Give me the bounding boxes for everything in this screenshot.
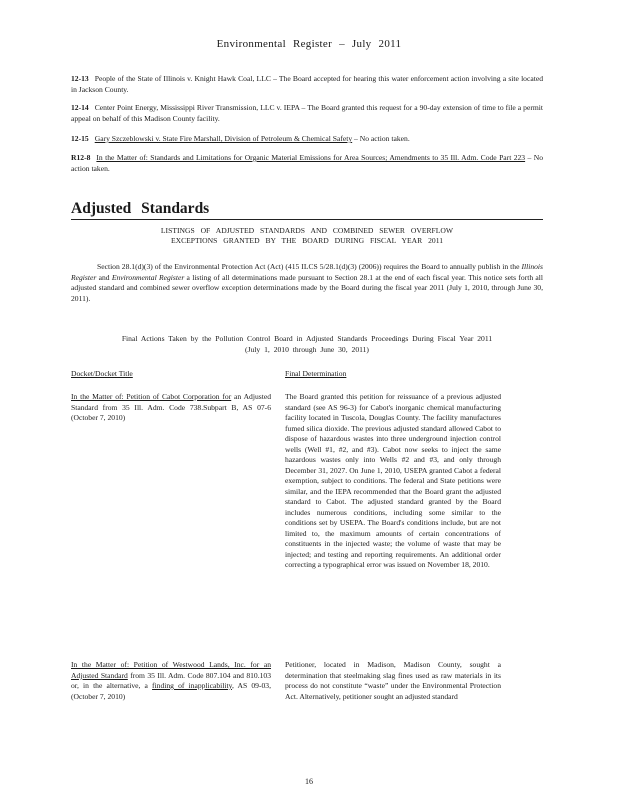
section-divider xyxy=(71,219,543,220)
docket-number: R12-8 xyxy=(71,153,91,162)
docket-title-cell xyxy=(71,660,271,702)
docket-number: 12-14 xyxy=(71,103,89,112)
intro-italic: Illinois Register xyxy=(71,262,543,282)
docket-title-rest: an Adjusted Standard from 35 Ill. Adm. Code 738.Subpart B, AS 07-6 (October 7, 2010) xyxy=(71,392,271,422)
intro-text: Section 28.1(d)(3) of the Environmental Protection Act (Act) (415 ILCS 5/28.1(d)(3) (2006)) requires the Board to annually publish in the xyxy=(97,262,522,271)
listings-heading xyxy=(71,226,543,246)
intro-italic: Environmental Register xyxy=(111,272,185,282)
docket-title-rest: from 35 Ill. Adm. Code 807.104 and 810.103 or, in the alternative, a xyxy=(71,670,271,690)
docket-number: 12-15 xyxy=(71,134,89,143)
docket-text: Center Point Energy, Mississippi River Transmission, LLC v. IEPA – The Board granted this request for a 90-day extension of time to file a permit appeal on behalf of this Madison County facility. xyxy=(71,103,543,123)
docket-title-cell xyxy=(71,392,271,424)
final-actions-heading xyxy=(71,334,543,355)
running-head: Environmental Register – July 2011 xyxy=(216,38,402,50)
docket-entry xyxy=(71,102,543,124)
docket-title: Gary Szczeblowski v. State Fire Marshall, Division of Petroleum & Chemical Safety xyxy=(94,134,353,143)
docket-title-underlined: finding of inapplicability xyxy=(152,681,232,690)
section-title: Adjusted Standards xyxy=(71,200,210,217)
docket-text: – No action taken. xyxy=(352,134,410,143)
determination-cell: Petitioner, located in Madison, Madison County, sought a determination that steelmaking slag fines used as raw materials in its process do not constitute “waste” under the Environmental Protection Act. Alternatively, petitioner sought an adjusted standard xyxy=(285,660,501,701)
docket-title-underlined: In the Matter of: Petition of Cabot Corporation for xyxy=(71,392,232,401)
docket-text: People of the State of Illinois v. Knight Hawk Coal, LLC – The Board accepted for hearing this water enforcement action involving a site located in Jackson County. xyxy=(71,74,543,94)
docket-title-rest: , AS 09-03, (October 7, 2010) xyxy=(71,681,271,701)
page-number: 16 xyxy=(305,777,313,786)
docket-title-underlined: In the Matter of: Petition of Westwood Lands, Inc. for an Adjusted Standard xyxy=(71,660,271,680)
intro-paragraph xyxy=(71,262,543,304)
docket-number: 12-13 xyxy=(71,74,89,83)
docket-entry xyxy=(71,133,543,144)
final-actions-line: (July 1, 2010 through June 30, 2011) xyxy=(245,344,369,354)
final-actions-line: Final Actions Taken by the Pollution Control Board in Adjusted Standards Proceedings During Fiscal Year 2011 xyxy=(121,334,493,343)
docket-text: – No action taken. xyxy=(71,153,543,173)
docket-entry xyxy=(71,152,543,174)
docket-entry xyxy=(71,73,543,95)
intro-text: a listing of all determinations made pursuant to Section 28.1 at the end of each fiscal year. This notice sets forth all adjusted standard and combined sewer overflow exception determinations made by the Board during the fiscal year 2011 (July 1, 2010, through June 30, 2011). xyxy=(71,272,543,303)
column-header-determination: Final Determination xyxy=(285,369,347,378)
listings-line: EXCEPTIONS GRANTED BY THE BOARD DURING FISCAL YEAR 2011 xyxy=(170,236,444,245)
determination-cell: The Board granted this petition for reissuance of a previous adjusted standard (see AS 96-3) for Cabot's inorganic chemical manufacturing facility located in Tuscola, Douglas County. The facility manufactures fumed silica dioxide. The previous adjusted standard allowed Cabot to dispose of hazardous wastes into three underground injection control wells (Well #1, #2, and #3). Cabot now seeks to inject the same hazardous wastes only into Wells #2 and #3, and only through December 31, 2027. On June 1, 2010, USEPA granted Cabot a federal exemption, subject to conditions. The federal and State petitions were similar, and the IEPA recommended that the Board grant the adjusted standard to Cabot. The adjusted standard granted by the Board includes numerous conditions, including some similar to the conditions set by USEPA. The Board's conditions include, but are not limited to, the maximum amounts of certain concentrations of constituents in the injected waste; the volume of waste that may be injected; and testing and reporting requirements. An additional order correcting a typographical error was issued on November 18, 2010. xyxy=(285,392,501,569)
intro-text: and xyxy=(96,272,112,282)
docket-title: In the Matter of: Standards and Limitations for Organic Material Emissions for Area Sources; Amendments to 35 Ill. Adm. Code Part 223 xyxy=(96,153,526,162)
listings-line: LISTINGS OF ADJUSTED STANDARDS AND COMBINED SEWER OVERFLOW xyxy=(160,226,454,235)
column-header-docket: Docket/Docket Title xyxy=(71,369,133,378)
